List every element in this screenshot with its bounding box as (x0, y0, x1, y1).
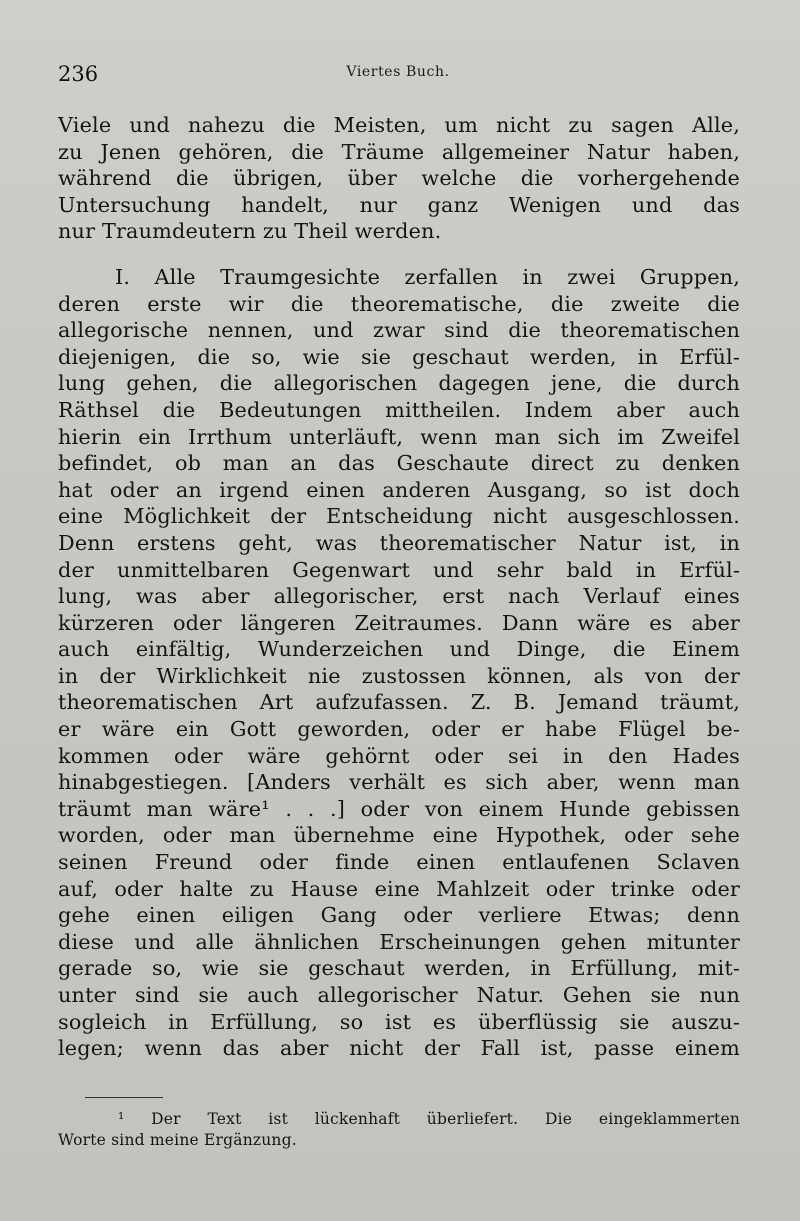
paragraph-gap (58, 245, 740, 264)
footnote-line: ¹ Der Text ist lückenhaft überliefert. Die eingeklammerten (118, 1110, 740, 1128)
text-line: nur Traumdeutern zu Theil werden. (58, 219, 442, 244)
text-line: lung, was aber allegorischer, erst nach Verlauf eines (58, 584, 740, 609)
running-title: Viertes Buch. (346, 64, 450, 80)
text-line: er wäre ein Gott geworden, oder er habe Flügel be- (58, 717, 740, 742)
page-number: 236 (58, 62, 99, 86)
text-line: I. Alle Traumgesichte zerfallen in zwei Gruppen, (115, 264, 740, 289)
text-line: in der Wirklichkeit nie zustossen können, als von der (58, 663, 740, 688)
text-line: während die übrigen, über welche die vorhergehende (58, 166, 740, 191)
text-line: kürzeren oder längeren Zeitraumes. Dann wäre es aber (58, 610, 740, 635)
text-line: diejenigen, die so, wie sie geschaut werden, in Erfül- (58, 344, 740, 369)
text-line: eine Möglichkeit der Entscheidung nicht ausgeschlossen. (58, 504, 740, 529)
paragraph-1 (58, 112, 740, 245)
text-line: zu Jenen gehören, die Träume allgemeiner Natur haben, (58, 139, 740, 164)
text-line: allegorische nennen, und zwar sind die theorematischen (58, 318, 740, 343)
text-line: worden, oder man übernehme eine Hypothek, oder sehe (58, 823, 740, 848)
footnote-divider (85, 1097, 163, 1098)
text-line: Räthsel die Bedeutungen mittheilen. Indem aber auch (58, 397, 740, 422)
text-line: hat oder an irgend einen anderen Ausgang, so ist doch (58, 477, 740, 502)
text-line: seinen Freund oder finde einen entlaufenen Sclaven (58, 850, 740, 875)
text-line: sogleich in Erfüllung, so ist es überflüssig sie auszu- (58, 1009, 740, 1034)
body-text (58, 112, 740, 1062)
text-line: lung gehen, die allegorischen dagegen jene, die durch (58, 371, 740, 396)
text-line: gehe einen eiligen Gang oder verliere Etwas; denn (58, 903, 740, 928)
text-line: hinabgestiegen. [Anders verhält es sich aber, wenn man (58, 770, 740, 795)
page-header (58, 60, 738, 90)
text-line: unter sind sie auch allegorischer Natur. Gehen sie nun (58, 983, 740, 1007)
text-line: befindet, ob man an das Geschaute direct zu denken (58, 451, 740, 476)
text-line: träumt man wäre¹ . . .] oder von einem Hunde gebissen (58, 796, 740, 821)
footnotes (58, 1109, 740, 1151)
text-line: kommen oder wäre gehörnt oder sei in den Hades (58, 743, 740, 768)
text-line: hierin ein Irrthum unterläuft, wenn man sich im Zweifel (58, 424, 740, 449)
text-line: auf, oder halte zu Hause eine Mahlzeit oder trinke oder (58, 876, 740, 901)
text-line: gerade so, wie sie geschaut werden, in Erfüllung, mit- (58, 956, 740, 981)
text-line: der unmittelbaren Gegenwart und sehr bald in Erfül- (58, 557, 740, 582)
text-line: theorematischen Art aufzufassen. Z. B. Jemand träumt, (58, 690, 740, 715)
text-line: deren erste wir die theorematische, die zweite die (58, 291, 740, 316)
text-line: Viele und nahezu die Meisten, um nicht zu sagen Alle, (58, 113, 740, 137)
text-line: legen; wenn das aber nicht der Fall ist, passe einem (58, 1036, 740, 1061)
text-line: Untersuchung handelt, nur ganz Wenigen und das (58, 192, 740, 217)
text-line: diese und alle ähnlichen Erscheinungen gehen mitunter (58, 929, 740, 954)
paragraph-2 (58, 264, 740, 1062)
footnote-line: Worte sind meine Ergänzung. (58, 1131, 297, 1149)
text-line: Denn erstens geht, was theorematischer Natur ist, in (58, 530, 740, 555)
text-line: auch einfältig, Wunderzeichen und Dinge, die Einem (58, 637, 740, 662)
